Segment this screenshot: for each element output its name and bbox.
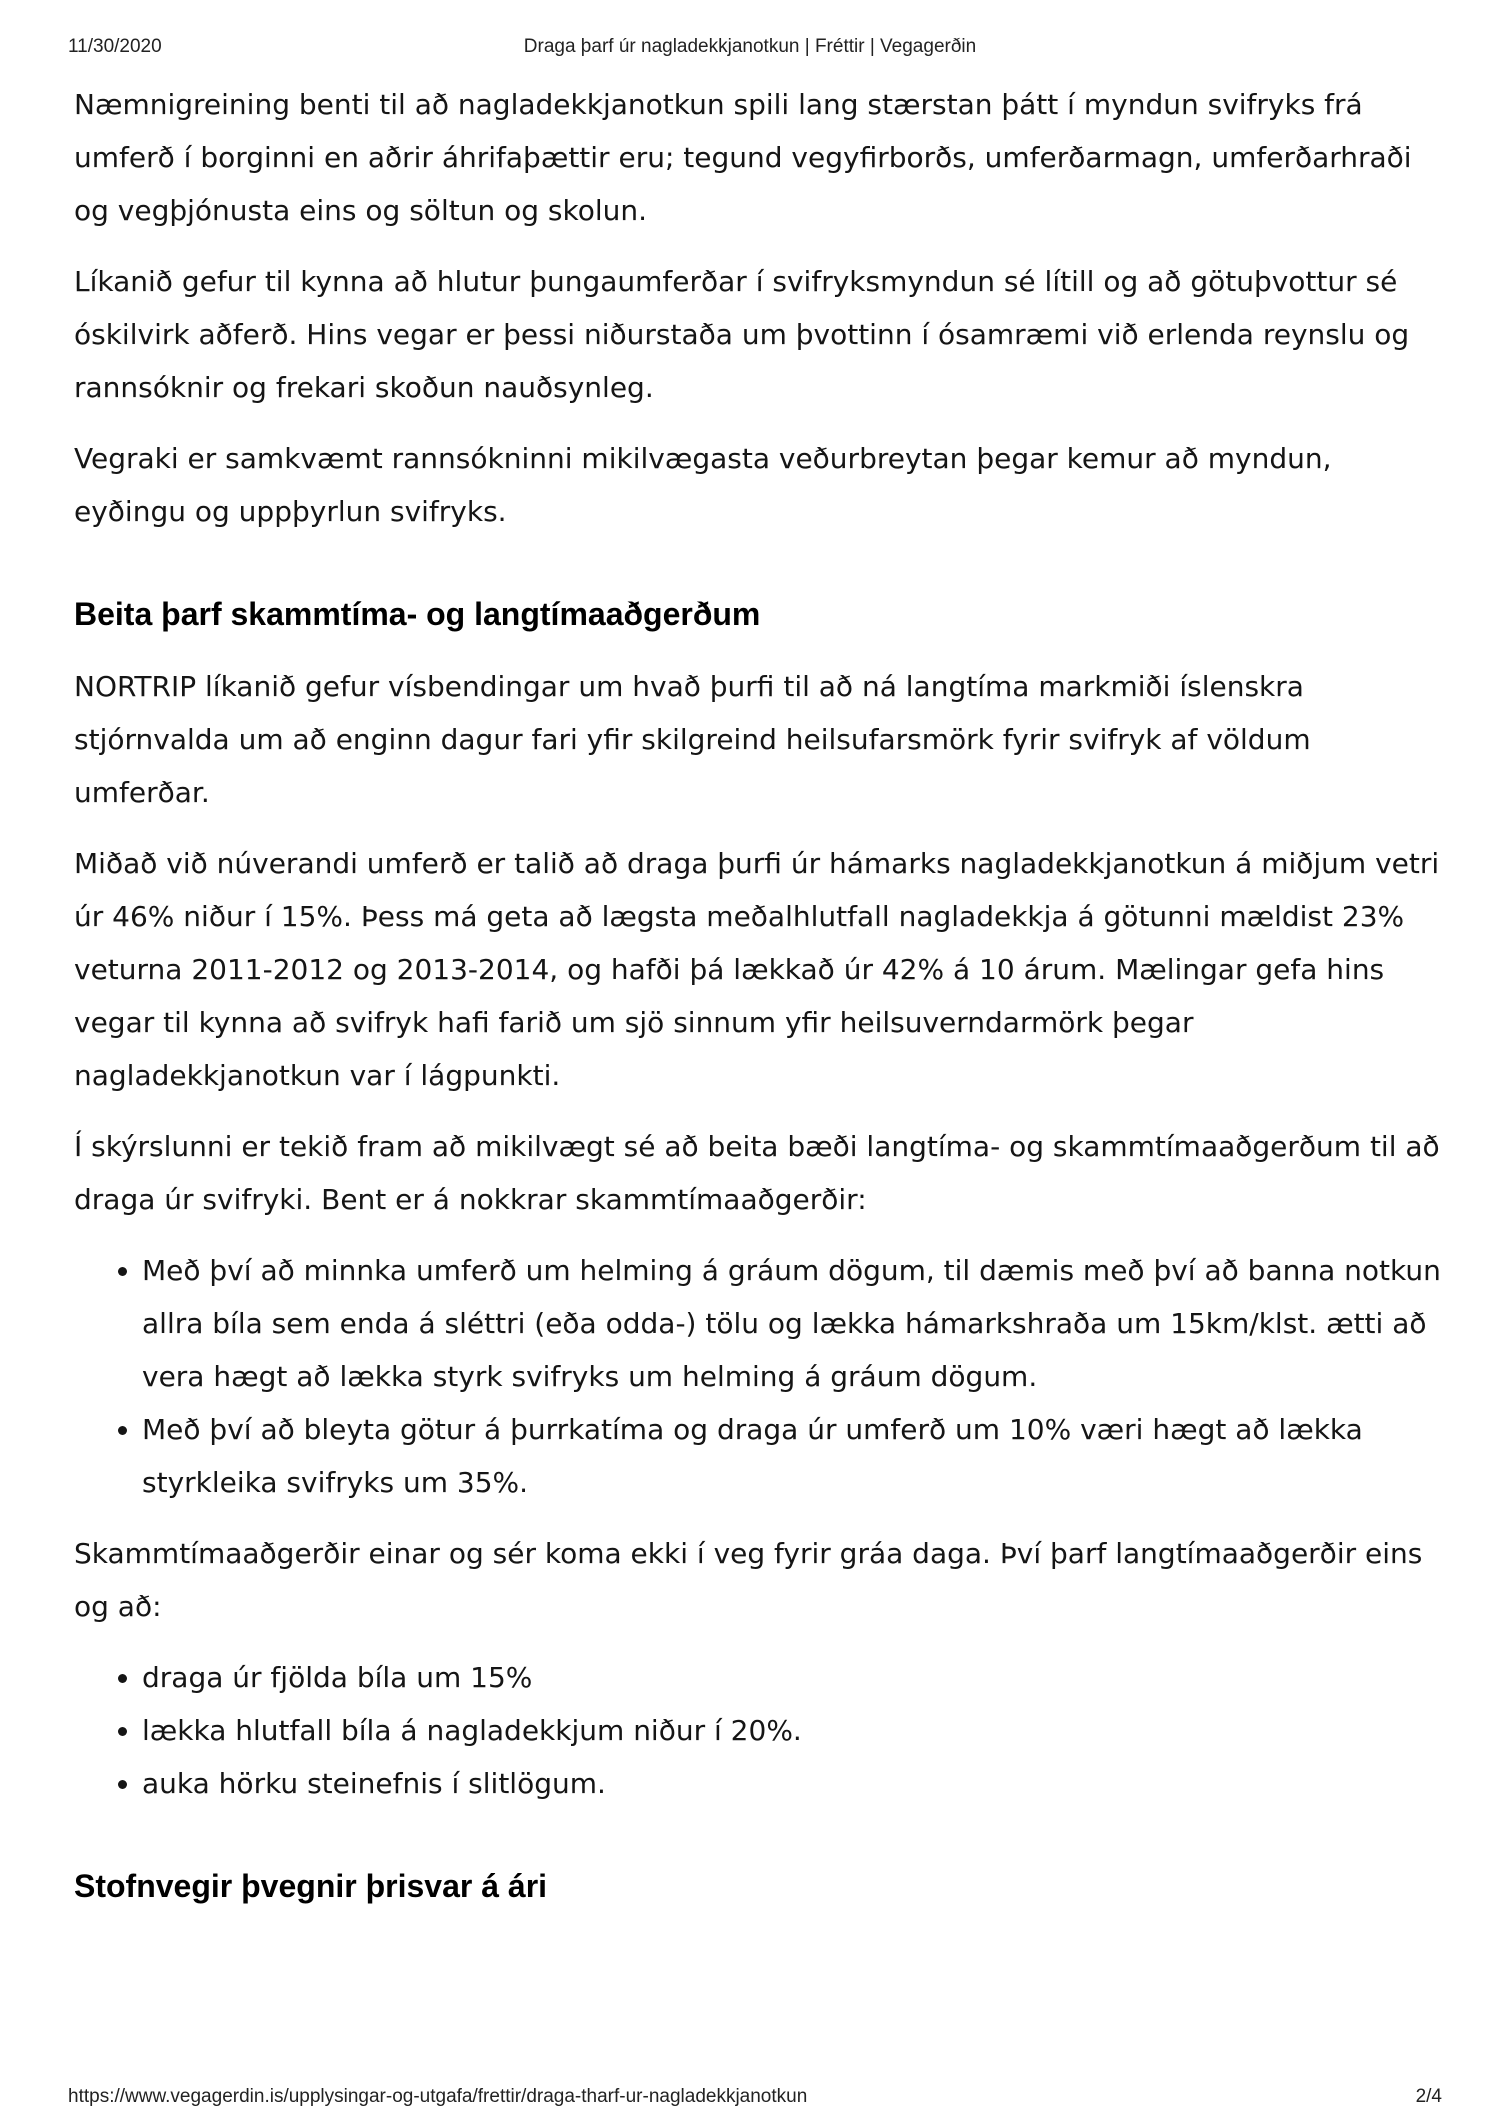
list-item: • Með því að bleyta götur á þurrkatíma og draga úr umferð um 10% væri hægt að lækka styrkleika svifryks um 35%. [142, 1403, 1444, 1509]
short-term-measures-list [74, 1244, 1444, 1509]
page-url: https://www.vegagerdin.is/upplysingar-og-utgafa/frettir/draga-tharf-ur-nagladekkjanotkun [68, 2086, 808, 2107]
paragraph-report-note: Í skýrslunni er tekið fram að mikilvægt sé að beita bæði langtíma- og skammtímaaðgerðum til að draga úr svifryki. Bent er á nokkrar skammtímaaðgerðir: [74, 1130, 1440, 1216]
section-heading-road-washing: Stofnvegir þvegnir þrisvar á ári [74, 1868, 548, 1904]
page-number: 2/4 [1415, 2086, 1442, 2107]
paragraph-model-results: Líkanið gefur til kynna að hlutur þungaumferðar í svifryksmyndun sé lítill og að götuþvottur sé óskilvirk aðferð. Hins vegar er þessi niðurstaða um þvottinn í ósamræmi við erlenda reynslu og rannsóknir og frekari skoðun nauðsynleg. [74, 265, 1410, 404]
list-item: • lækka hlutfall bíla á nagladekkjum niður í 20%. [142, 1704, 1444, 1757]
list-item: • auka hörku steinefnis í slitlögum. [142, 1757, 1444, 1810]
list-item: • draga úr fjölda bíla um 15% [142, 1651, 1444, 1704]
paragraph-current-traffic: Miðað við núverandi umferð er talið að draga þurfi úr hámarks nagladekkjanotkun á miðjum vetri úr 46% niður í 15%. Þess má geta að lægsta meðalhlutfall nagladekkja á götunni mældist 23% veturna 2011-2012 og 2013-2014, og hafði þá lækkað úr 42% á 10 árum. Mælingar gefa hins vegar til kynna að svifryk hafi farið um sjö sinnum yfir heilsuverndarmörk þegar nagladekkjanotkun var í lágpunkti. [74, 847, 1440, 1092]
paragraph-road-moisture: Vegraki er samkvæmt rannsókninni mikilvægasta veðurbreytan þegar kemur að myndun, eyðingu og uppþyrlun svifryks. [74, 442, 1332, 528]
article-body [74, 78, 1444, 1932]
section-heading-measures: Beita þarf skammtíma- og langtímaaðgerðum [74, 596, 761, 632]
paragraph-sensitivity-analysis: Næmnigreining benti til að nagladekkjanotkun spili lang stærstan þátt í myndun svifryks frá umferð í borginni en aðrir áhrifaþættir eru; tegund vegyfirborðs, umferðarmagn, umferðarhraði og vegþjónusta eins og söltun og skolun. [74, 88, 1412, 227]
print-page-title: Draga þarf úr nagladekkjanotkun | Fréttir | Vegagerðin [523, 36, 977, 57]
print-header [0, 36, 1500, 64]
paragraph-nortrip: NORTRIP líkanið gefur vísbendingar um hvað þurfi til að ná langtíma markmiði íslenskra stjórnvalda um að enginn dagur fari yfir skilgreind heilsufarsmörk fyrir svifryk af völdum umferðar. [74, 670, 1311, 809]
print-date: 11/30/2020 [68, 36, 162, 57]
long-term-measures-list [74, 1651, 1444, 1810]
print-footer [0, 2086, 1500, 2114]
list-item: • Með því að minnka umferð um helming á gráum dögum, til dæmis með því að banna notkun allra bíla sem enda á sléttri (eða odda-) tölu og lækka hámarkshraða um 15km/klst. ætti að vera hægt að lækka styrk svifryks um helming á gráum dögum. [142, 1244, 1444, 1403]
paragraph-long-term: Skammtímaaðgerðir einar og sér koma ekki í veg fyrir gráa daga. Því þarf langtímaaðgerðir eins og að: [74, 1537, 1423, 1623]
